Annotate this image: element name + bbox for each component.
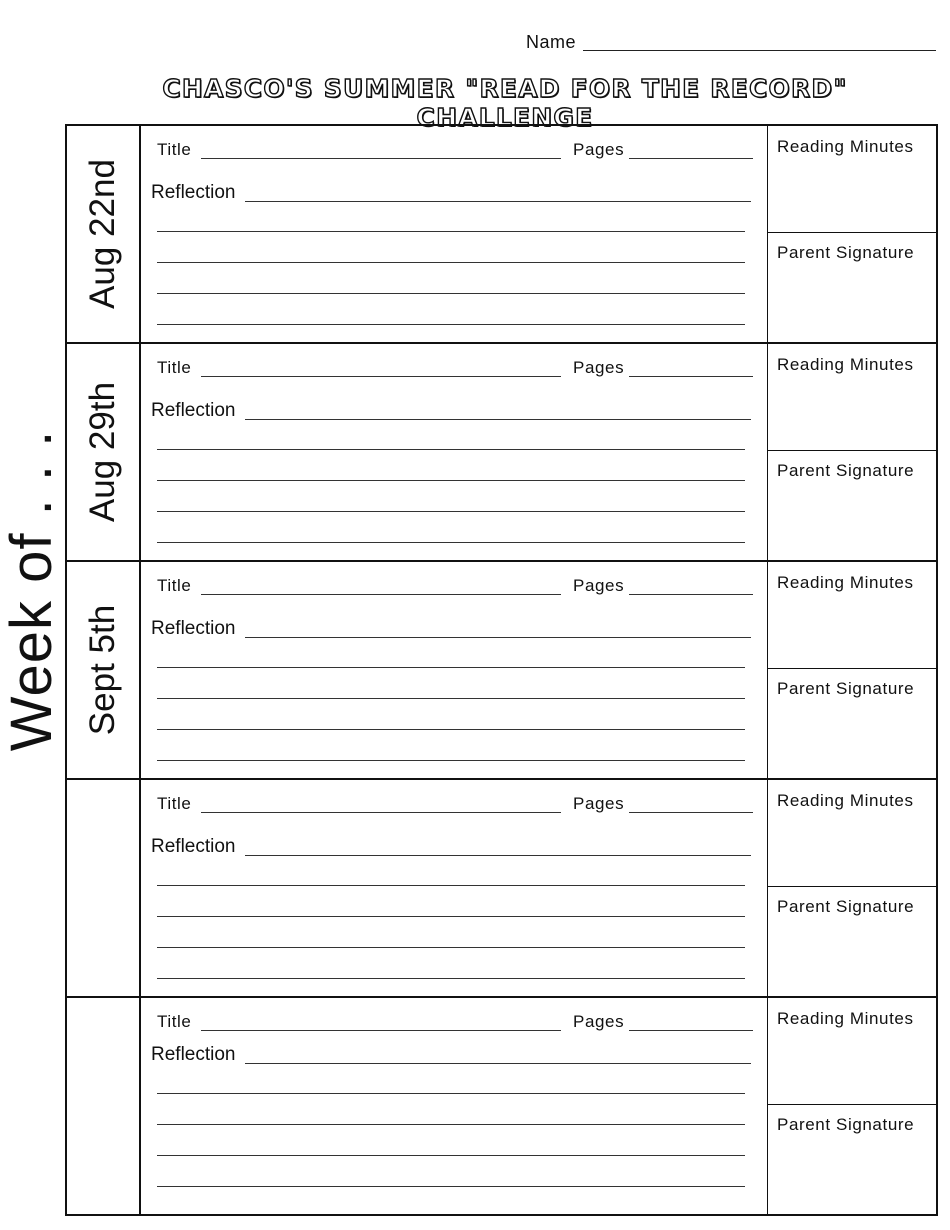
pages-line[interactable] — [629, 1030, 753, 1031]
reflection-line[interactable] — [157, 667, 745, 668]
reflection-line[interactable] — [157, 1124, 745, 1125]
reflection-line[interactable] — [245, 855, 751, 856]
week-entry-cell — [141, 344, 768, 560]
pages-line[interactable] — [629, 812, 753, 813]
week-side-cell — [768, 344, 936, 560]
reflection-line[interactable] — [157, 511, 745, 512]
parent-signature-box[interactable] — [768, 886, 936, 996]
title-pages-row — [157, 358, 755, 382]
week-entry-cell — [141, 780, 768, 996]
title-label: Title — [157, 358, 192, 377]
title-line[interactable] — [201, 594, 561, 595]
reflection-row — [151, 1044, 751, 1066]
week-row — [67, 780, 936, 998]
pages-line[interactable] — [629, 158, 753, 159]
week-of-label: Week of . . . — [0, 429, 65, 751]
reading-minutes-label: Reading Minutes — [777, 791, 914, 810]
reflection-label: Reflection — [151, 836, 236, 857]
parent-signature-box[interactable] — [768, 232, 936, 342]
reflection-line[interactable] — [157, 293, 745, 294]
title-line[interactable] — [201, 158, 561, 159]
reflection-line[interactable] — [157, 262, 745, 263]
pages-line[interactable] — [629, 376, 753, 377]
reflection-row — [151, 836, 751, 858]
title-label: Title — [157, 576, 192, 595]
reading-minutes-box[interactable] — [768, 126, 936, 233]
week-date-cell — [67, 126, 141, 342]
week-date-cell — [67, 780, 141, 996]
week-row — [67, 562, 936, 780]
reading-minutes-box[interactable] — [768, 562, 936, 669]
reflection-line[interactable] — [157, 947, 745, 948]
reading-minutes-label: Reading Minutes — [777, 1009, 914, 1028]
week-date-cell — [67, 562, 141, 778]
week-entry-cell — [141, 562, 768, 778]
name-field[interactable] — [526, 30, 936, 54]
reflection-line[interactable] — [157, 916, 745, 917]
pages-label: Pages — [573, 576, 625, 595]
reading-minutes-label: Reading Minutes — [777, 355, 914, 374]
week-date-cell — [67, 344, 141, 560]
week-side-cell — [768, 126, 936, 342]
title-label: Title — [157, 1012, 192, 1031]
reading-minutes-label: Reading Minutes — [777, 137, 914, 156]
title-pages-row — [157, 140, 755, 164]
reflection-line[interactable] — [157, 449, 745, 450]
reading-minutes-box[interactable] — [768, 998, 936, 1105]
reflection-line[interactable] — [157, 1155, 745, 1156]
reflection-line[interactable] — [245, 1063, 751, 1064]
reflection-line[interactable] — [157, 542, 745, 543]
parent-signature-label: Parent Signature — [777, 461, 915, 480]
name-label: Name — [526, 32, 577, 52]
title-pages-row — [157, 794, 755, 818]
pages-label: Pages — [573, 1012, 625, 1031]
reflection-line[interactable] — [157, 698, 745, 699]
reflection-line[interactable] — [157, 324, 745, 325]
title-line[interactable] — [201, 376, 561, 377]
reflection-row — [151, 182, 751, 204]
parent-signature-label: Parent Signature — [777, 243, 915, 262]
title-pages-row — [157, 576, 755, 600]
reflection-line[interactable] — [157, 1186, 745, 1187]
week-row — [67, 344, 936, 562]
title-line[interactable] — [201, 1030, 561, 1031]
week-date: Aug 29th — [83, 381, 122, 523]
parent-signature-label: Parent Signature — [777, 679, 915, 698]
reflection-line[interactable] — [157, 978, 745, 979]
reflection-row — [151, 400, 751, 422]
name-line[interactable] — [583, 50, 936, 51]
parent-signature-box[interactable] — [768, 450, 936, 560]
reflection-label: Reflection — [151, 1044, 236, 1065]
reading-minutes-box[interactable] — [768, 780, 936, 887]
reflection-row — [151, 618, 751, 640]
week-row — [67, 126, 936, 344]
page-title: CHASCO'S SUMMER "READ FOR THE RECORD" CHALLENGE — [162, 74, 848, 132]
reflection-line[interactable] — [157, 729, 745, 730]
parent-signature-box[interactable] — [768, 668, 936, 778]
reading-log-grid — [65, 124, 938, 1216]
week-date: Aug 22nd — [83, 159, 122, 309]
title-label: Title — [157, 140, 192, 159]
reflection-line[interactable] — [245, 637, 751, 638]
reflection-line[interactable] — [157, 1093, 745, 1094]
week-entry-cell — [141, 998, 768, 1216]
reflection-line[interactable] — [245, 201, 751, 202]
reading-minutes-label: Reading Minutes — [777, 573, 914, 592]
title-label: Title — [157, 794, 192, 813]
parent-signature-box[interactable] — [768, 1104, 936, 1216]
week-date: Sept 5th — [83, 604, 123, 736]
week-side-cell — [768, 780, 936, 996]
week-side-cell — [768, 562, 936, 778]
week-side-cell — [768, 998, 936, 1216]
week-row — [67, 998, 936, 1216]
week-date-cell — [67, 998, 141, 1216]
pages-label: Pages — [573, 358, 625, 377]
reflection-label: Reflection — [151, 400, 236, 421]
title-pages-row — [157, 1012, 755, 1036]
reflection-line[interactable] — [157, 231, 745, 232]
reflection-line[interactable] — [157, 760, 745, 761]
reflection-label: Reflection — [151, 618, 236, 639]
reflection-line[interactable] — [157, 885, 745, 886]
pages-label: Pages — [573, 794, 625, 813]
pages-label: Pages — [573, 140, 625, 159]
reflection-label: Reflection — [151, 182, 236, 203]
reading-minutes-box[interactable] — [768, 344, 936, 451]
reflection-line[interactable] — [245, 419, 751, 420]
week-entry-cell — [141, 126, 768, 342]
pages-line[interactable] — [629, 594, 753, 595]
parent-signature-label: Parent Signature — [777, 897, 915, 916]
parent-signature-label: Parent Signature — [777, 1115, 915, 1134]
reflection-line[interactable] — [157, 480, 745, 481]
title-line[interactable] — [201, 812, 561, 813]
